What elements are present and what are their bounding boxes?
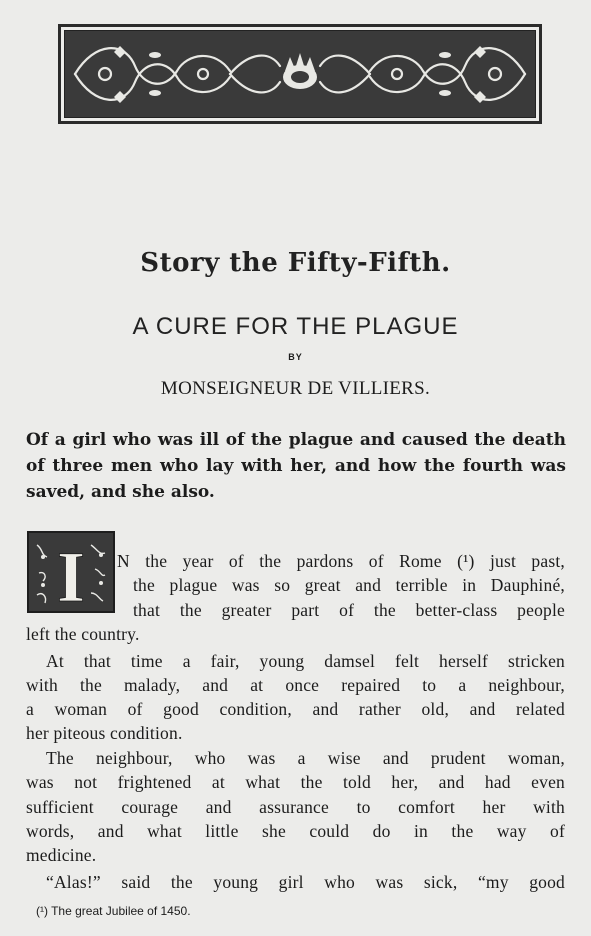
- story-number-heading: Story the Fifty-Fifth.: [140, 248, 451, 278]
- ornamental-header-banner: [58, 24, 542, 124]
- body-line: with the malady, and at once repaired to a neighbour,: [26, 675, 565, 695]
- body-line: medicine.: [26, 845, 97, 865]
- summary-line: Of a girl who was ill of the plague and caused the death: [26, 430, 566, 450]
- drop-cap-initial: [27, 531, 115, 613]
- story-summary: [26, 427, 566, 505]
- body-line: that the greater part of the better-class people: [133, 600, 565, 620]
- body-line: The neighbour, who was a wise and prudent woman,: [46, 748, 565, 768]
- floral-scroll-ornament: [65, 31, 535, 117]
- body-line: words, and what little she could do in the way of: [26, 821, 565, 841]
- body-line: N the year of the pardons of Rome (¹) just past,: [117, 551, 565, 571]
- byline-label: BY: [288, 352, 303, 362]
- body-line: At that time a fair, young damsel felt herself stricken: [46, 651, 565, 671]
- drop-cap-letter-graphic: [29, 533, 113, 611]
- body-line: was not frightened at what the told her, and had even: [26, 772, 565, 792]
- body-line: the plague was so great and terrible in Dauphiné,: [133, 575, 565, 595]
- summary-line: saved, and she also.: [26, 482, 215, 502]
- author-name: MONSEIGNEUR DE VILLIERS.: [160, 378, 431, 399]
- story-title: A CURE FOR THE PLAGUE: [132, 313, 459, 340]
- body-line: her piteous condition.: [26, 723, 183, 743]
- body-line: sufficient courage and assurance to comfort her with: [26, 797, 565, 817]
- body-line: “Alas!” said the young girl who was sick, “my good: [46, 872, 565, 892]
- body-line: left the country.: [26, 624, 140, 644]
- body-line: a woman of good condition, and rather old, and related: [26, 699, 565, 719]
- drop-cap-text: I: [56, 537, 86, 611]
- footnote: (¹) The great Jubilee of 1450.: [36, 904, 191, 918]
- summary-line: of three men who lay with her, and how the fourth was: [26, 456, 566, 476]
